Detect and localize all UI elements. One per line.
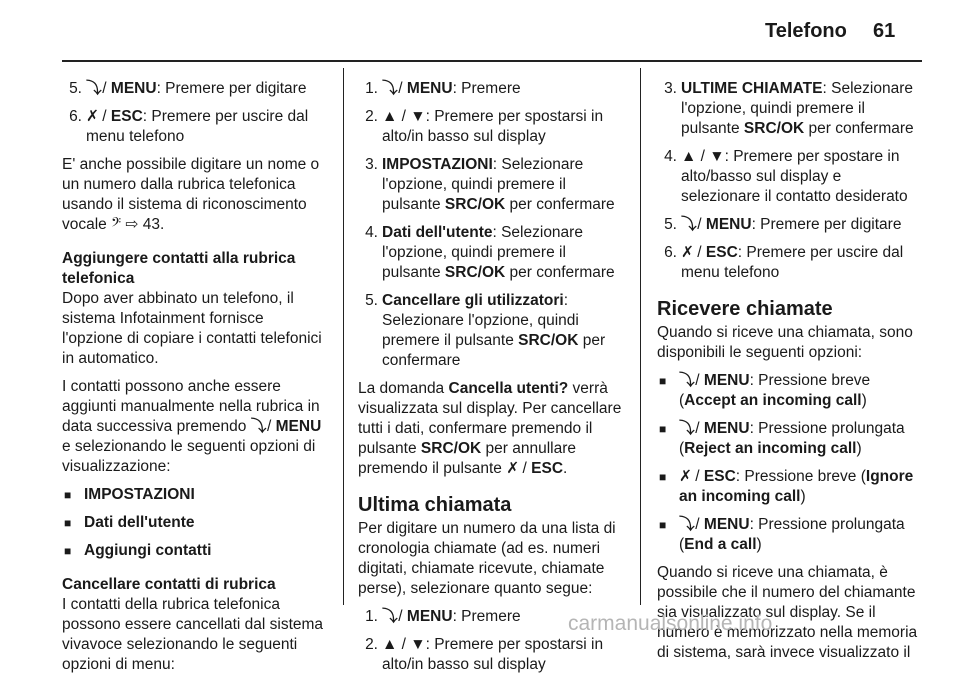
bullet-icon: ■ bbox=[64, 516, 72, 530]
step-number: 6. bbox=[69, 108, 82, 125]
paragraph: La domanda Cancella utenti? verrà visualizzata sul display. Per cancellare tutti i dati, confermare premendo il pulsante SRC/OK per annullare premendo il pulsante ✗ / ESC. bbox=[358, 380, 622, 477]
bullet-icon: ■ bbox=[659, 374, 667, 388]
step-text: : Premere per digitare bbox=[156, 80, 307, 97]
key-label: ESC bbox=[110, 108, 143, 125]
subheading: Cancellare contatti di rubrica bbox=[62, 576, 276, 593]
list-item: 6. ✗ / ESC: Premere per uscire dal menu telefono bbox=[664, 244, 904, 281]
list-item: ■ ⤵ / MENU: Pressione prolungata (End a call) bbox=[659, 516, 905, 553]
end-call-icon: ✗ bbox=[506, 460, 520, 477]
up-arrow-icon: ▲ bbox=[382, 108, 398, 125]
bullet-icon: ■ bbox=[659, 422, 667, 436]
phone-icon: ⤵ bbox=[250, 418, 267, 435]
phone-icon: ⤵ bbox=[681, 216, 697, 233]
phone-icon: ⤵ bbox=[382, 80, 398, 97]
paragraph: Dopo aver abbinato un telefono, il sistema Infotainment fornisce l'opzione di copiare i contatti telefonici in automatico. bbox=[62, 290, 322, 367]
phone-icon: ⤵ bbox=[679, 516, 695, 533]
bullet-icon: ■ bbox=[659, 470, 667, 484]
list-item: 5. Cancellare gli utilizzatori: Selezionare l'opzione, quindi premere il pulsante SRC/OK per confermare bbox=[365, 292, 606, 369]
paragraph: Per digitare un numero da una lista di cronologia chiamate (ad es. numeri digitati, chiamate ricevute, chiamate perse), selezionare quanto segue: bbox=[358, 520, 616, 597]
section-heading: Ultima chiamata bbox=[358, 494, 512, 516]
list-item: ■ ⤵ / MENU: Pressione prolungata (Reject an incoming call) bbox=[659, 420, 905, 457]
list-item: 2. ▲ / ▼: Premere per spostarsi in alto/in basso sul display bbox=[365, 108, 604, 145]
key-label: MENU bbox=[275, 418, 322, 435]
bullet-icon: ■ bbox=[64, 488, 72, 502]
end-call-icon: ✗ bbox=[679, 468, 692, 485]
list-item: 5. ⤵ / MENU: Premere per digitare bbox=[664, 216, 902, 233]
list-item: 2. ▲ / ▼: Premere per spostarsi in alto/in basso sul display bbox=[365, 636, 604, 673]
down-arrow-icon: ▼ bbox=[709, 148, 725, 165]
list-item: 3. IMPOSTAZIONI: Selezionare l'opzione, quindi premere il pulsante SRC/OK per confermare bbox=[365, 156, 615, 213]
paragraph: I contatti possono anche essere aggiunti manualmente nella rubrica in data successiva premendo ⤵ / MENU e selezionando le seguenti opzioni di visualizzazione: bbox=[62, 378, 322, 475]
down-arrow-icon: ▼ bbox=[410, 108, 426, 125]
list-item: ■ Dati dell'utente bbox=[64, 514, 195, 531]
phone-icon: ⤵ bbox=[86, 80, 102, 97]
key-label: MENU bbox=[110, 80, 157, 97]
step-text: : Premere per uscire dal menu telefono bbox=[86, 108, 309, 145]
paragraph: Quando si riceve una chiamata, è possibile che il numero del chiamante sia visualizzato sul display. Se il numero è memorizzato nella memoria di sistema, sarà invece visualizzato il bbox=[657, 564, 918, 661]
bullet-icon: ■ bbox=[659, 518, 667, 532]
list-item: ■ Aggiungi contatti bbox=[64, 542, 212, 559]
paragraph: Quando si riceve una chiamata, sono disponibili le seguenti opzioni: bbox=[657, 324, 913, 361]
page-ref-icon: ⇨ bbox=[125, 216, 139, 233]
list-item: 4. Dati dell'utente: Selezionare l'opzione, quindi premere il pulsante SRC/OK per confermare bbox=[365, 224, 615, 281]
up-arrow-icon: ▲ bbox=[681, 148, 697, 165]
voice-icon: 𝄢 bbox=[111, 216, 122, 233]
up-arrow-icon: ▲ bbox=[382, 636, 398, 653]
bullet-icon: ■ bbox=[64, 544, 72, 558]
section-heading: Ricevere chiamate bbox=[657, 298, 833, 320]
column-right bbox=[657, 79, 923, 671]
watermark: carmanualsonline.info bbox=[568, 612, 773, 635]
list-item: 1. ⤵ / MENU: Premere bbox=[365, 80, 521, 97]
paragraph: I contatti della rubrica telefonica possono essere cancellati dal sistema vivavoce selezionando le seguenti opzioni di menu: bbox=[62, 596, 324, 673]
page-number: 61 bbox=[873, 20, 896, 42]
end-call-icon: ✗ bbox=[86, 108, 99, 125]
list-item: ■ ⤵ / MENU: Pressione breve (Accept an incoming call) bbox=[659, 372, 871, 409]
column-left bbox=[62, 79, 328, 683]
column-divider bbox=[640, 68, 641, 605]
column-divider bbox=[343, 68, 344, 605]
end-call-icon: ✗ bbox=[681, 244, 694, 261]
list-item: ■ IMPOSTAZIONI bbox=[64, 486, 195, 503]
phone-icon: ⤵ bbox=[679, 420, 695, 437]
column-middle bbox=[358, 79, 626, 683]
list-item: 3. ULTIME CHIAMATE: Selezionare l'opzione, quindi premere il pulsante SRC/OK per confermare bbox=[664, 80, 914, 137]
down-arrow-icon: ▼ bbox=[410, 636, 426, 653]
list-item: 1. ⤵ / MENU: Premere bbox=[365, 608, 521, 625]
phone-icon: ⤵ bbox=[382, 608, 398, 625]
list-item: 5. ⤵ / MENU: Premere per digitare bbox=[62, 79, 328, 99]
header-divider bbox=[62, 60, 922, 62]
step-number: 5. bbox=[69, 80, 82, 97]
subheading: Aggiungere contatti alla rubrica telefonica bbox=[62, 250, 296, 287]
page-title: Telefono bbox=[765, 20, 847, 42]
paragraph: E' anche possibile digitare un nome o un numero dalla rubrica telefonica usando il sistema di riconoscimento vocale 𝄢 ⇨ 43. bbox=[62, 156, 320, 233]
list-item: ■ ✗ / ESC: Pressione breve (Ignore an incoming call) bbox=[659, 468, 914, 505]
list-item: 6. ✗ / ESC: Premere per uscire dal menu telefono bbox=[62, 107, 328, 147]
phone-icon: ⤵ bbox=[679, 372, 695, 389]
list-item: 4. ▲ / ▼: Premere per spostare in alto/basso sul display e selezionare il contatto desiderato bbox=[664, 148, 908, 205]
